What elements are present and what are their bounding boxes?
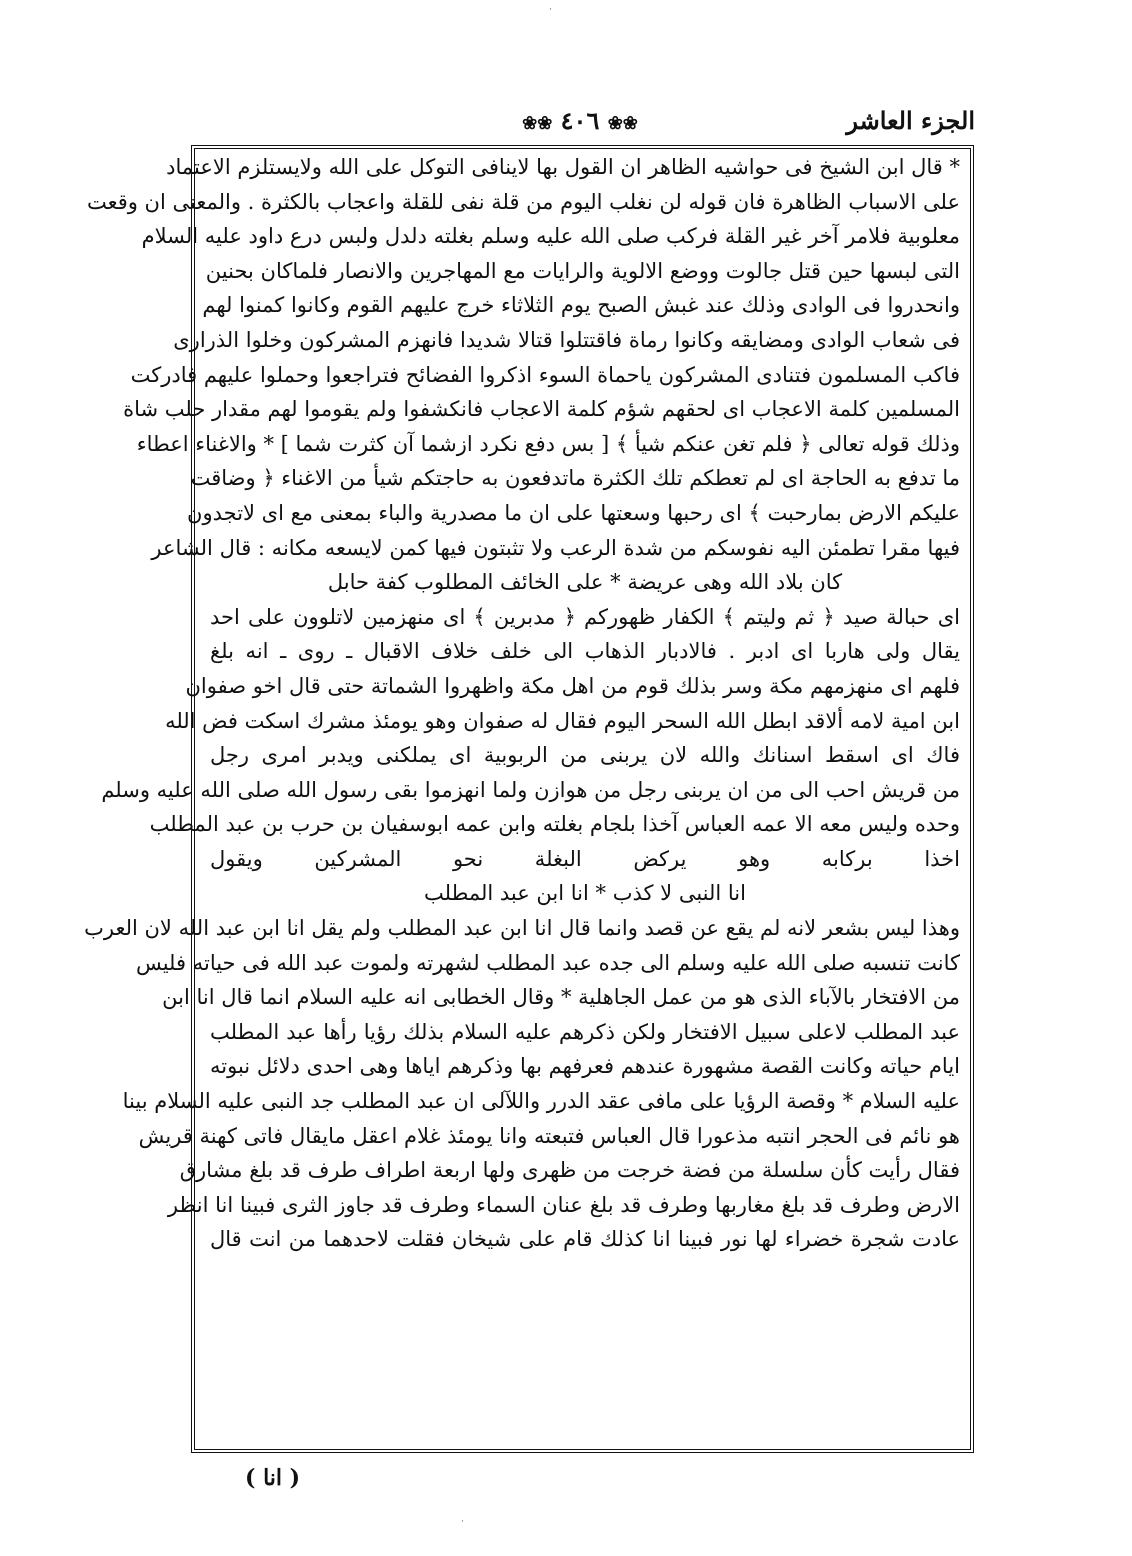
verse-line: كان بلاد الله وهى عريضة * على الخائف المطلوب كفة حابل	[327, 570, 843, 595]
text-line: وهذا ليس بشعر لانه لم يقع عن قصد وانما قال انا ابن عبد المطلب ولم يقل انا ابن عبد الله لان العرب	[84, 916, 960, 941]
page-number: ٤٠٦	[560, 106, 600, 135]
part-label: الجزء العاشر	[846, 106, 975, 135]
catchword: ( انا )	[245, 1465, 301, 1491]
text-line: من الافتخار بالآباء الذى هو من عمل الجاهلية * وقال الخطابى انه عليه السلام انما قال انا ابن	[162, 985, 960, 1010]
text-line: على الاسباب الظاهرة فان قوله لن نغلب اليوم من قلة نفى للقلة واعجاب بالكثرة . والمعنى ان وقعت	[86, 189, 960, 214]
text-line: كانت تنسبه صلى الله عليه وسلم الى جده عبد المطلب لشهرته ولموت عبد الله فى حياته فليس	[135, 950, 960, 975]
text-line: اى حبالة صيد ﴿ ثم وليتم ﴾ الكفار ظهوركم ﴿ مدبرين ﴾ اى منهزمين لاتلوون على احد	[210, 604, 960, 629]
text-line: يقال ولى هاربا اى ادبر . فالادبار الذهاب الى خلف خلاف الاقبال ـ روى ـ انه بلغ	[210, 639, 960, 664]
text-line: * قال ابن الشيخ فى حواشيه الظاهر ان القول بها لاينافى التوكل على الله ولايستلزم الاعتماد	[166, 155, 960, 179]
text-line: الارض وطرف قد بلغ مغاربها وطرف قد بلغ عنان السماء وطرف قد جاوز الثرى فبينا انا انظر	[167, 1192, 960, 1217]
text-line: من قريش احب الى من ان يربنى رجل من هوازن ولما انهزموا بقى رسول الله صلى الله عليه وسلم	[101, 777, 960, 802]
text-line: وحده وليس معه الا عمه العباس آخذا بلجام بغلته وابن عمه ابوسفيان بن حرب بن عبد المطلب	[149, 812, 960, 837]
text-line: عليكم الارض بمارحبت ﴾ اى رحبها وسعتها على ان ما مصدرية والباء بمعنى مع اى لاتجدون	[187, 500, 960, 525]
verse-line: انا النبى لا كذب * انا ابن عبد المطلب	[424, 881, 746, 906]
text-line: فقال رأيت كأن سلسلة من فضة خرجت من ظهرى ولها اربعة اطراف طرف قد بلغ مشارق	[179, 1158, 960, 1183]
text-line: هو نائم فى الحجر انتبه مذعورا قال العباس فتبعته وانا يومئذ غلام اعقل مايقال فاتى كهنة قريش	[138, 1123, 960, 1148]
text-line: عادت شجرة خضراء لها نور فبينا انا كذلك قام على شيخان فقلت لاحدهما من انت قال	[210, 1227, 960, 1252]
ornament-right-icon: ❀❀	[607, 113, 638, 134]
text-line: فيها مقرا تطمئن اليه نفوسكم من شدة الرعب ولا تثبتون فيها كمن لايسعه مكانه : قال الشاعر	[151, 535, 960, 560]
text-line: فاك اى اسقط اسنانك والله لان يربنى من الربوبية اى يملكنى ويدبر امرى رجل	[210, 743, 960, 768]
text-line: ايام حياته وكانت القصة مشهورة عندهم فعرفهم بها وذكرهم اياها وهى احدى دلائل نبوته	[210, 1054, 960, 1079]
text-line: اخذا بركابه وهو يركض البغلة نحو المشركين ويقول	[210, 846, 960, 871]
text-line: وانحدروا فى الوادى وذلك عند غبش الصبح يوم الثلاثاء خرج عليهم القوم وكانوا كمنوا لهم	[202, 293, 960, 318]
page-number-block	[185, 106, 975, 135]
ink-speck-icon: ˙	[548, 8, 553, 19]
text-line: ابن امية لامه ألاقد ابطل الله السحر اليوم فقال له صفوان وهو يومئذ مشرك اسكت فض الله	[165, 708, 960, 733]
text-line: التى لبسها حين قتل جالوت ووضع الالوية والرايات مع المهاجرين والانصار فلماكان بحنين	[205, 258, 960, 283]
text-line: عبد المطلب لاعلى سبيل الافتخار ولكن ذكرهم عليه السلام بذلك رؤيا رأها عبد المطلب	[210, 1019, 960, 1044]
text-line: ما تدفع به الحاجة اى لم تعطكم تلك الكثرة ماتدفعون به حاجتكم شيأ من الاغناء ﴿ وضاقت	[190, 466, 960, 491]
text-line: فى شعاب الوادى ومضايقه وكانوا رماة فاقتتلوا قتالا شديدا فانهزم المشركون وخلوا الذرارى	[173, 327, 960, 352]
text-line: عليه السلام * وقصة الرؤيا على مافى عقد الدرر واللآلى ان عبد المطلب جد النبى عليه السلام بينا	[122, 1089, 960, 1114]
page-header	[185, 100, 975, 140]
ink-speck-icon: ˙	[460, 1520, 465, 1531]
ornament-left-icon: ❀❀	[522, 113, 553, 134]
text-line: المسلمين كلمة الاعجاب اى لحقهم شؤم كلمة الاعجاب فانكشفوا ولم يقوموا لهم مقدار حلب شاة	[123, 397, 960, 422]
text-line: وذلك قوله تعالى ﴿ فلم تغن عنكم شيأ ﴾ [ بس دفع نكرد ازشما آن كثرت شما ] * والاغناء اعطاء	[136, 431, 960, 456]
main-text	[84, 150, 960, 1257]
text-line: معلوبية فلامر آخر غير القلة فركب صلى الله عليه وسلم بغلته دلدل ولبس درع داود عليه السلام	[141, 224, 960, 249]
text-line: فلهم اى منهزمهم مكة وسر بذلك قوم من اهل مكة واظهروا الشماتة حتى قال اخو صفوان	[185, 673, 960, 698]
text-line: فاكب المسلمون فتنادى المشركون ياحماة السوء اذكروا الفضائح فتراجعوا وحملوا عليهم فادركت	[130, 362, 960, 387]
